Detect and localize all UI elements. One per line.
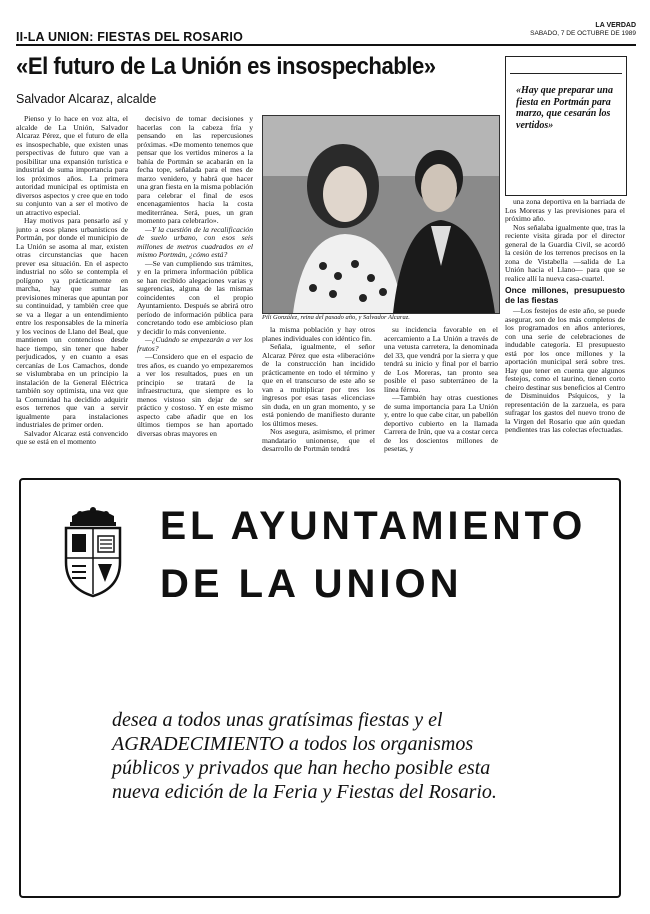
byline: Salvador Alcaraz, alcalde [16, 92, 157, 106]
publication-info [530, 22, 636, 38]
ad-message: desea a todos unas gratísimas fiestas y el AGRADECIMIENTO a todos los organismos públicos y privados que han hecho posible esta nueva edición de la Feria y Fiestas del Rosario. [112, 709, 497, 803]
paragraph: una zona deportiva en la barriada de Los Moreras y las previsiones para el próximo año. [505, 198, 625, 223]
article-column-1 [16, 115, 128, 471]
question: —¿Cuándo se empezarán a ver los frutos? [137, 335, 253, 353]
paragraph: —Los festejos de este año, se puede asegurar, son de los más completos de los programados en años anteriores, con una serie de celebraciones de indudable categoría. El presupuesto está por los once millones y la aportación municipal será sobre tres. Hay que tener en cuenta que algunos festejos, como el taurino, tienen corto cheiro destinar sus beneficios al Centro de Disminuidos Psíquicos, y la representación de la zarzuela, es para sufragar los gastos del nuevo trono de la Virgen del Rosario que aún quedan pendientes tras las colectas efectuadas. [505, 306, 625, 434]
paragraph: —Considero que en el espacio de tres años, es cuando yo empezaremos a ver los resultados, pues en un principio se tratará de la infraestructura, que siempre es lo menos vistoso sin dejar de ser práctico y costoso. Y en este mismo aspecto cabe añadir que en los últimos tiempos se han aportado diversas obras mayores en [137, 352, 253, 438]
ad-title-line-2: DE LA UNION [160, 562, 463, 606]
headline: «El futuro de La Unión es insospechable» [16, 53, 436, 80]
paragraph: Salvador Alcaraz está convencido que se está en el momento [16, 428, 128, 446]
article-column-3 [262, 326, 375, 471]
section-title: II-LA UNION: FIESTAS DEL ROSARIO [16, 30, 244, 44]
ad-title-line-1: EL AYUNTAMIENTO [160, 504, 587, 548]
paragraph: Nos asegura, asimismo, el primer mandatario unionense, que el desarrollo de Portmán tendrá [262, 427, 375, 453]
pull-quote: «Hay que preparar una fiesta en Portmán para marzo, que cesarán los vertidos» [516, 85, 613, 131]
paragraph: —Se van cumpliendo sus trámites, y en la primera información pública se han recibido alegaciones varias y sugerencias, alguna de las mismas coincidentes con el propio Ayuntamiento. Después se abrirá otro período de información pública para concretando todo ese ambicioso plan y decidir lo más conveniente. [137, 258, 253, 336]
paragraph: Hay motivos para pensarlo así y junto a esos planes urbanísticos de Portmán, por donde el municipio de La Unión se asoma al mar, existen otras circunstancias que hacen prever esa situación. En el aspecto industrial no sólo se contempla el polígono ya prácticamente en marcha, hay que sumar las previsiones mineras que apuntan por su continuidad, y también cree que se va a llegar a un entendimiento entre los responsables de la minería y los vecinos de Llano del Beal, que mantienen un contencioso desde hace tiempo, sin tener que haber perjudicados, y en cuanto a esas cercanías de Los Camachos, donde se vislumbraba en un principio la instalación de la General Eléctrica también soy optimista, una vez que la Comunidad ha decidido adquirir esos terrenos que van a servir igualmente para instalaciones industriales de primer orden. [16, 216, 128, 429]
paragraph: decisivo de tomar decisiones y hacerlas con la cabeza fría y pensando en las repercusiones próximas. «De momento tenemos que pensar que los vertidos mineros a la bahía de Portmán se acabarán en la fecha tope, señalada para el mes de marzo venidero, y habrá que hacer una gran fiesta en la misma población para celebrar el final de esos encenagamientos hacia la costa mediterránea. Será, pues, un gran momento para celebrarlo». [137, 115, 253, 225]
photo-caption: Pili González, reina del pasado año, y Salvador Alcaraz. [262, 314, 410, 321]
coat-of-arms-icon [58, 506, 128, 598]
paragraph: Señala, igualmente, el señor Alcaraz Pérez que esta «liberación» de la construcción han incidido prácticamente en todo el término y que en el transcurso de este año se van a multiplicar por tres los ingresos por esas tasas «licencias» sin duda, en un gran momento, y se está poniendo de manifiesto durante los últimos meses. [262, 342, 375, 428]
paragraph: la misma población y hay otros planes individuales con idéntico fin. [262, 326, 375, 343]
paragraph: —También hay otras cuestiones de suma importancia para La Unión y, entre lo que cabe citar, un pabellón deportivo cubierto en la llamada Carrera de Irún, que va a costar cerca de los doscientos millones de pesetas, y [384, 393, 498, 453]
publication-date: SABADO, 7 DE OCTUBRE DE 1989 [530, 30, 636, 37]
subheading: Once millones, presupuesto de las fiestas [505, 285, 625, 305]
pull-quote-rule [510, 61, 622, 74]
article-column-2 [137, 115, 253, 471]
article-photo [262, 115, 500, 314]
paragraph: Nos señalaba igualmente que, tras la reciente visita girada por el director general de la Guardia Civil, se acordó la cesión de los terrenos precisos en la zona de Vistabella —salida de La Unión hacia el Llano— para que se realice allí la nueva casa-cuartel. [505, 222, 625, 283]
question: —Y la cuestión de la recalificación de suelo urbano, con esos seis millones de metros cuadrados en el mismo Portmán, ¿cómo está? [137, 224, 253, 259]
paragraph: su incidencia favorable en el acercamiento a La Unión a través de una vetusta carretera, la denominada del 33, que vendrá por la sierra y que tendrá su inicio y final por el barrio de Los Moreras, tan pronto sea posible el paso subterráneo de la línea férrea. [384, 326, 498, 394]
paragraph: Pienso y lo hace en voz alta, el alcalde de La Unión, Salvador Alcaraz Pérez, que el futuro de ella es insospechable, que existen unas perspectivas de futuro que van a posibilitar una expansión turística e industrial de suma importancia para los próximos años. La primera autoridad municipal es optimista en diversos aspectos y cree que en todo su conjunto van a ser el motivo de un atractivo especial. [16, 115, 128, 217]
pull-quote-box [505, 56, 627, 196]
publication-name: LA VERDAD [595, 22, 636, 29]
header-rule [16, 44, 636, 46]
article-column-5 [505, 198, 625, 471]
photo-illustration [263, 116, 499, 313]
article-column-4 [384, 326, 498, 471]
